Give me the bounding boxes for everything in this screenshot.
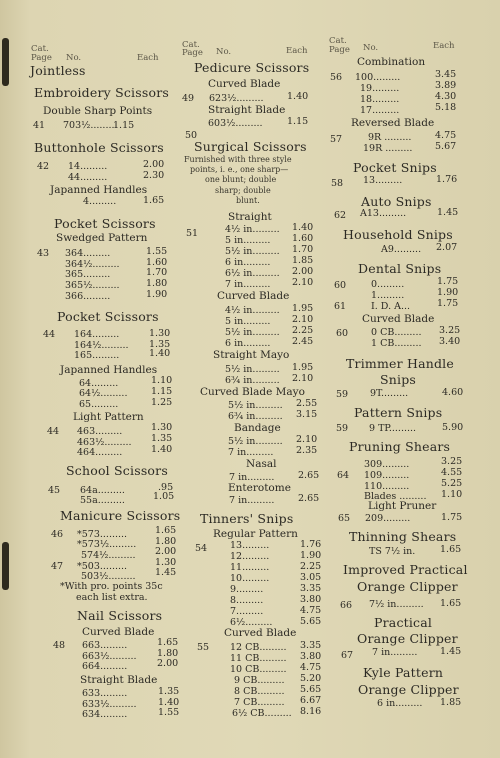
item-price: 1.65: [440, 598, 462, 609]
catalog-page-number: 60: [334, 280, 347, 291]
item-number: 164½.........: [74, 340, 129, 351]
item-price: 1.30: [151, 422, 173, 433]
item-price: 3.35: [300, 583, 322, 594]
item-number: 6½ in.........: [225, 268, 280, 279]
item-number: 100.........: [355, 72, 401, 83]
item-number: 7 CB.........: [234, 697, 285, 708]
item-price: 1.70: [146, 267, 168, 278]
item-number: 9 CB.........: [234, 675, 285, 686]
item-price: 2.00: [157, 658, 179, 669]
subheading: Straight Blade: [80, 674, 158, 686]
item-price: 1.90: [300, 550, 322, 561]
item-price: 2.25: [300, 561, 322, 572]
item-number: 4.........: [83, 196, 117, 207]
item-price: 1.60: [146, 257, 168, 268]
item-price: 1.90: [146, 289, 168, 300]
item-number: 165.........: [74, 350, 120, 361]
item-price: 1.40: [151, 444, 173, 455]
section-heading: Auto Snips: [361, 194, 432, 209]
item-price: 3.15: [296, 409, 318, 420]
item-price: 3.25: [439, 325, 461, 336]
item-number: 5½ in.........: [228, 400, 283, 411]
item-number: 64a.........: [80, 485, 125, 496]
header-no: No.: [363, 43, 379, 53]
item-price: 1.80: [157, 648, 179, 659]
item-number: 5½ in.........: [228, 436, 283, 447]
subheading: Curved Blade: [224, 627, 297, 639]
item-price: 1.25: [151, 397, 173, 408]
item-price: 5.20: [300, 673, 322, 684]
header-each: Each: [286, 46, 308, 56]
catalog-page-number: 66: [340, 600, 353, 611]
item-price: 1.95: [292, 362, 314, 373]
section-heading: Tinners' Snips: [200, 511, 294, 526]
item-number: 6 in.........: [377, 698, 423, 709]
item-price: 1.80: [155, 536, 177, 547]
catalog-page-number: 43: [37, 248, 50, 259]
item-number: 0 CB.........: [371, 327, 422, 338]
item-number: 10 CB.........: [230, 664, 287, 675]
subheading: Swedged Pattern: [56, 232, 148, 244]
item-number: *573.........: [77, 529, 128, 540]
subheading: Curved Blade: [362, 313, 435, 325]
item-number: 19.........: [360, 83, 400, 94]
item-price: 4.60: [442, 387, 464, 398]
item-number: 12 CB.........: [230, 642, 287, 653]
catalog-page-number: 59: [336, 389, 349, 400]
item-price: 1.85: [292, 255, 314, 266]
subheading: Double Sharp Points: [43, 105, 153, 117]
section-heading: Improved Practical: [343, 562, 468, 577]
item-price: 1.30: [155, 557, 177, 568]
item-number: 7 in.........: [225, 279, 271, 290]
item-number: 110.........: [364, 481, 410, 492]
subheading: Straight: [228, 211, 272, 223]
item-number: 6¾ in.........: [228, 411, 283, 422]
item-number: 7 in.........: [372, 647, 418, 658]
item-price: 3.40: [439, 336, 461, 347]
section-heading: Nail Scissors: [77, 608, 163, 623]
section-heading: Dental Snips: [358, 261, 442, 276]
item-number: 5 in.........: [225, 316, 271, 327]
subheading: Light Pattern: [73, 411, 144, 423]
header-page: Page: [31, 53, 52, 63]
item-number: 503½.........: [81, 571, 136, 582]
item-number: 64.........: [79, 378, 119, 389]
note-text: sharp; double: [215, 186, 271, 195]
item-price: 1.65: [157, 637, 179, 648]
section-heading: Household Snips: [343, 227, 453, 242]
item-price: 1.15: [113, 120, 135, 131]
item-number: 0.........: [371, 279, 405, 290]
subheading: Curved Blade: [208, 78, 281, 90]
item-number: 6 in.........: [225, 257, 271, 268]
section-heading: Orange Clipper: [357, 579, 458, 594]
section-heading: Trimmer Handle: [346, 356, 454, 371]
header-page: Page: [182, 48, 203, 58]
header-cat: Cat.: [31, 44, 49, 54]
subheading: Regular Pattern: [213, 528, 298, 540]
item-number: 11.........: [230, 562, 270, 573]
item-number: TS 7½ in.: [369, 546, 416, 557]
item-price: 2.00: [155, 546, 177, 557]
item-number: 4½ in.........: [225, 305, 280, 316]
note-text: Furnished with three style: [184, 155, 292, 164]
item-number: 18.........: [360, 94, 400, 105]
item-price: 1.45: [155, 567, 177, 578]
catalog-page-number: 58: [331, 178, 344, 189]
item-number: 703½.........: [63, 120, 118, 131]
item-number: 209.........: [365, 513, 411, 524]
section-heading: Pruning Shears: [349, 439, 451, 454]
note-text: blunt.: [236, 196, 260, 205]
item-number: 366.........: [65, 291, 111, 302]
subheading: Bandage: [234, 422, 281, 434]
item-number: 1.........: [371, 290, 405, 301]
header-each: Each: [433, 41, 455, 51]
item-price: 3.80: [300, 594, 322, 605]
subheading: Curved Blade Mayo: [200, 386, 305, 398]
item-price: 1.45: [437, 207, 459, 218]
item-price: 3.80: [300, 651, 322, 662]
item-number: 7 in.........: [229, 472, 275, 483]
item-number: 7.........: [230, 606, 264, 617]
item-price: 6.67: [300, 695, 322, 706]
item-price: 1.40: [149, 348, 171, 359]
subheading: Nasal: [246, 458, 277, 470]
subheading: Curved Blade: [82, 626, 155, 638]
item-price: 2.25: [292, 325, 314, 336]
catalog-page-number: 48: [53, 640, 66, 651]
header-no: No.: [216, 47, 232, 57]
item-price: 5.67: [435, 141, 457, 152]
item-price: 2.10: [292, 373, 314, 384]
item-price: 1.35: [158, 686, 180, 697]
item-price: 2.10: [296, 434, 318, 445]
item-price: 4.75: [435, 130, 457, 141]
item-number: 5½ in.........: [225, 246, 280, 257]
item-number: A9.........: [381, 244, 422, 255]
item-price: 4.30: [435, 91, 457, 102]
item-price: 1.15: [151, 386, 173, 397]
item-price: 5.65: [300, 684, 322, 695]
catalog-page-number: 44: [43, 329, 56, 340]
catalog-page-number: 57: [330, 134, 343, 145]
section-heading: Surgical Scissors: [194, 139, 307, 154]
item-price: 5.25: [441, 478, 463, 489]
item-number: 364½.........: [65, 259, 120, 270]
section-heading: Orange Clipper: [358, 682, 459, 697]
item-price: 2.45: [292, 336, 314, 347]
item-number: 9T.........: [370, 388, 409, 399]
catalog-page-number: 41: [33, 120, 46, 131]
catalog-page-number: 60: [336, 328, 349, 339]
item-price: 2.10: [292, 277, 314, 288]
item-price: 1.05: [153, 491, 175, 502]
item-price: 4.75: [300, 662, 322, 673]
catalog-page-number: 65: [338, 513, 351, 524]
item-price: 1.85: [440, 697, 462, 708]
section-heading: Pocket Scissors: [54, 216, 156, 231]
item-price: 1.75: [437, 298, 459, 309]
catalog-page-number: 59: [336, 423, 349, 434]
header-each: Each: [137, 53, 159, 63]
item-price: 1.65: [155, 525, 177, 536]
item-number: 365.........: [65, 269, 111, 280]
item-number: 634.........: [82, 709, 128, 720]
item-number: 4½ in.........: [225, 224, 280, 235]
item-price: 1.40: [158, 697, 180, 708]
item-price: 1.95: [292, 303, 314, 314]
item-price: 1.90: [437, 287, 459, 298]
item-price: 1.40: [287, 91, 309, 102]
item-number: 13.........: [230, 540, 270, 551]
header-cat: Cat.: [182, 40, 200, 50]
catalog-page-number: 47: [51, 561, 64, 572]
item-price: 3.25: [441, 456, 463, 467]
section-heading: Pocket Scissors: [57, 309, 159, 324]
catalog-page-number: 67: [341, 650, 354, 661]
item-number: 463.........: [77, 426, 123, 437]
item-price: 1.75: [441, 512, 463, 523]
section-heading: Snips: [380, 372, 417, 387]
subheading: Combination: [357, 56, 426, 68]
item-number: A13.........: [360, 208, 407, 219]
item-price: 2.65: [298, 470, 320, 481]
item-price: 3.05: [300, 572, 322, 583]
catalog-page-number: 51: [186, 228, 199, 239]
item-price: 3.35: [300, 640, 322, 651]
item-number: 633½.........: [82, 699, 137, 710]
subheading: Enterotome: [228, 482, 291, 494]
item-price: 2.10: [292, 314, 314, 325]
section-heading: Pocket Snips: [353, 160, 437, 175]
item-price: 1.80: [146, 278, 168, 289]
note-text: points, i. e., one sharp—: [190, 165, 289, 174]
item-number: 12.........: [230, 551, 270, 562]
item-number: 55a.........: [80, 495, 125, 506]
section-heading: Buttonhole Scissors: [34, 140, 164, 155]
item-price: 2.65: [298, 493, 320, 504]
item-number: 9.........: [230, 584, 264, 595]
item-number: 663.........: [82, 640, 128, 651]
item-price: .95: [158, 482, 174, 493]
item-number: 6¾ in.........: [225, 375, 280, 386]
catalog-page-number: 56: [330, 72, 343, 83]
item-price: 1.76: [300, 539, 322, 550]
item-number: 463½.........: [77, 437, 132, 448]
item-number: 7 in.........: [228, 447, 274, 458]
item-price: 2.55: [296, 398, 318, 409]
item-number: 623½.........: [209, 93, 264, 104]
header-page: Page: [329, 45, 350, 55]
note-text: one blunt; double: [205, 175, 277, 184]
item-number: *573½.........: [77, 539, 137, 550]
item-number: 8 CB.........: [234, 686, 285, 697]
item-number: 19R .........: [363, 143, 413, 154]
section-heading: Pedicure Scissors: [194, 60, 310, 75]
catalog-page-number: 62: [334, 210, 347, 221]
item-number: 663½.........: [82, 651, 137, 662]
item-price: 1.35: [149, 339, 171, 350]
header-no: No.: [66, 53, 82, 63]
item-price: 2.00: [143, 159, 165, 170]
item-number: 14.........: [68, 161, 108, 172]
item-price: 3.89: [435, 80, 457, 91]
item-number: 5 in.........: [225, 235, 271, 246]
item-number: I. D. A...: [371, 301, 411, 312]
item-number: 633.........: [82, 688, 128, 699]
item-number: 9 TP.........: [369, 423, 417, 434]
item-number: 10.........: [230, 573, 270, 584]
item-number: each list extra.: [76, 592, 148, 603]
item-number: 464.........: [77, 447, 123, 458]
binder-ring: [2, 38, 9, 86]
catalog-page-number: 49: [182, 93, 195, 104]
subheading: Curved Blade: [217, 290, 290, 302]
catalog-page-number: 42: [37, 161, 50, 172]
item-price: 1.10: [441, 489, 463, 500]
section-heading: Orange Clipper: [357, 631, 458, 646]
section-heading: Practical: [374, 615, 433, 630]
item-number: 603½.........: [208, 118, 263, 129]
item-price: 1.45: [440, 646, 462, 657]
section-heading: School Scissors: [66, 463, 168, 478]
item-price: 1.60: [292, 233, 314, 244]
item-number: 574½.........: [81, 550, 136, 561]
item-number: *503.........: [77, 561, 128, 572]
catalog-page-number: 50: [185, 130, 198, 141]
subheading: Reversed Blade: [351, 117, 435, 129]
header-cat: Cat.: [329, 36, 347, 46]
item-number: 8.........: [230, 595, 264, 606]
item-number: 6½.........: [230, 617, 273, 628]
item-price: 1.15: [287, 116, 309, 127]
item-number: 44.........: [68, 172, 108, 183]
binder-ring: [2, 542, 9, 590]
catalog-page-number: 55: [197, 642, 210, 653]
subheading: Straight Mayo: [213, 349, 290, 361]
item-price: 8.16: [300, 706, 322, 717]
item-number: Blades .........: [364, 491, 427, 502]
item-number: 17.........: [360, 105, 400, 116]
section-heading: Pattern Snips: [354, 405, 443, 420]
subheading: Japanned Handles: [50, 184, 148, 196]
item-number: *With pro. points 35c: [60, 581, 163, 592]
item-number: 6½ CB.........: [232, 708, 292, 719]
item-number: 365½.........: [65, 280, 120, 291]
item-price: 1.55: [146, 246, 168, 257]
item-price: 1.76: [436, 174, 458, 185]
item-price: 4.55: [441, 467, 463, 478]
section-heading: Thinning Shears: [349, 529, 457, 544]
item-price: 3.45: [435, 69, 457, 80]
item-price: 2.35: [296, 445, 318, 456]
item-number: 5½ in.........: [225, 364, 280, 375]
subheading: Light Pruner: [368, 500, 437, 512]
item-price: 2.07: [436, 242, 458, 253]
catalog-page-number: 45: [48, 485, 61, 496]
item-number: 164.........: [74, 329, 120, 340]
catalog-page-number: 54: [195, 543, 208, 554]
catalog-page-number: 46: [51, 529, 64, 540]
item-number: 13.........: [363, 175, 403, 186]
item-price: 1.65: [143, 195, 165, 206]
item-price: 1.65: [440, 544, 462, 555]
item-number: 364.........: [65, 248, 111, 259]
item-price: 2.30: [143, 170, 165, 181]
catalog-page-number: 64: [337, 470, 350, 481]
item-price: 5.90: [442, 422, 464, 433]
item-number: 7½ in.........: [369, 599, 424, 610]
subheading: Japanned Handles: [60, 364, 158, 376]
item-number: 6 in.........: [225, 338, 271, 349]
item-number: 9R .........: [368, 132, 412, 143]
item-number: 1 CB.........: [371, 338, 422, 349]
item-price: 5.18: [435, 102, 457, 113]
item-price: 5.65: [300, 616, 322, 627]
item-price: 2.00: [292, 266, 314, 277]
item-number: 5½ in.........: [225, 327, 280, 338]
item-price: 1.35: [151, 433, 173, 444]
section-heading: Manicure Scissors: [60, 508, 181, 523]
item-price: 4.75: [300, 605, 322, 616]
item-number: 64½.........: [79, 388, 128, 399]
subheading: Straight Blade: [208, 104, 286, 116]
item-price: 1.10: [151, 375, 173, 386]
item-number: 109.........: [364, 470, 410, 481]
section-heading: Embroidery Scissors: [34, 85, 169, 100]
item-price: 1.30: [149, 328, 171, 339]
item-number: 65.........: [79, 399, 119, 410]
item-price: 1.75: [437, 276, 459, 287]
item-number: 11 CB.........: [230, 653, 287, 664]
section-heading: Kyle Pattern: [363, 665, 444, 680]
item-number: 7 in.........: [229, 495, 275, 506]
catalog-page-number: 44: [47, 426, 60, 437]
catalog-page-number: 61: [334, 301, 347, 312]
item-price: 1.55: [158, 707, 180, 718]
item-price: 1.40: [292, 222, 314, 233]
item-price: 1.70: [292, 244, 314, 255]
item-number: 309.........: [364, 459, 410, 470]
item-number: 664.........: [82, 661, 128, 672]
section-heading: Jointless: [30, 63, 86, 78]
